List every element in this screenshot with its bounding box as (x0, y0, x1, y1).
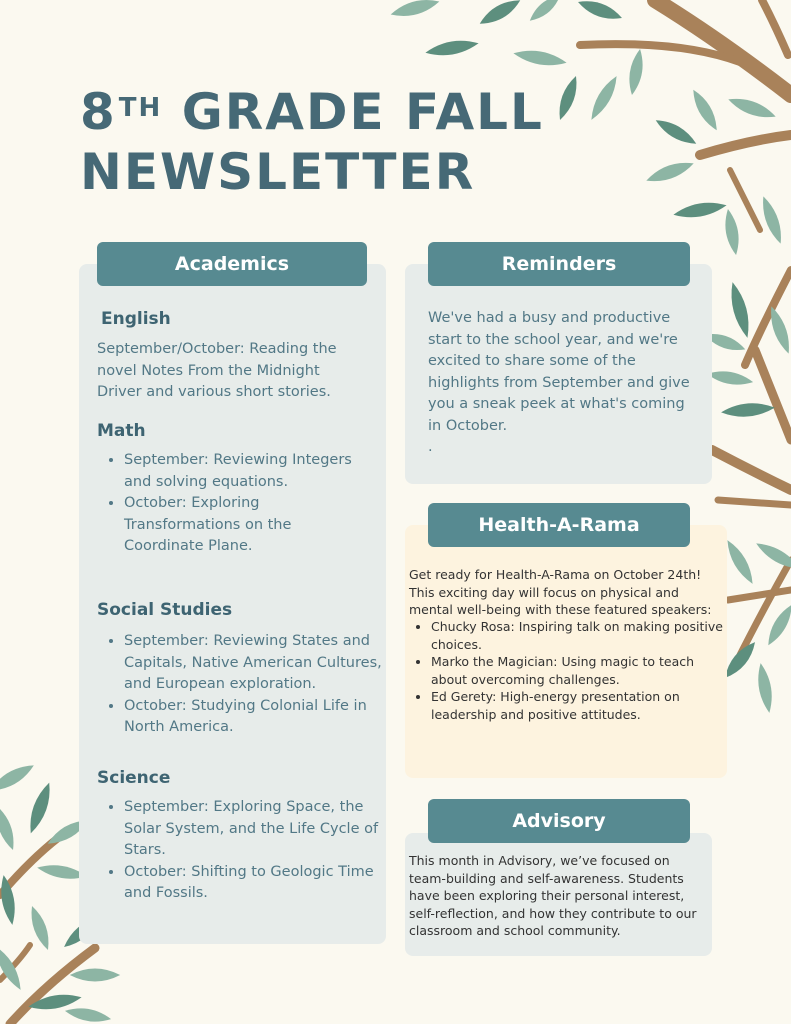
list-item: • September: Exploring Space, the Solar System, and the Life Cycle of Stars. (124, 797, 386, 862)
list-item: • Chucky Rosa: Inspiring talk on making positive choices. (431, 618, 723, 653)
health-intro: Get ready for Health-A-Rama on October 24th! This exciting day will focus on physical and mental well-being with these featured speakers: (409, 567, 712, 617)
math-title: Math (97, 421, 146, 441)
health-speaker-list (409, 618, 723, 723)
science-list (99, 797, 386, 905)
list-item: • October: Exploring Transformations on the Coordinate Plane. (124, 493, 356, 558)
list-item: • October: Shifting to Geologic Time and Fossils. (124, 862, 386, 905)
advisory-heading: Advisory (428, 799, 690, 843)
title-grade-number: 8 (80, 83, 117, 141)
title-grade-suffix: TH (118, 93, 163, 123)
list-item: • Ed Gerety: High-energy presentation on leadership and positive attitudes. (431, 688, 723, 723)
list-item: • Marko the Magician: Using magic to teach about overcoming challenges. (431, 653, 723, 688)
title-line2: NEWSLETTER (80, 143, 476, 201)
social-studies-list (99, 631, 384, 739)
list-item: • October: Studying Colonial Life in North America. (124, 696, 384, 739)
health-heading: Health-A-Rama (428, 503, 690, 547)
reminders-heading: Reminders (428, 242, 690, 286)
reminders-trailing: . (428, 439, 433, 455)
academics-heading: Academics (97, 242, 367, 286)
english-title: English (101, 309, 171, 329)
list-item: • September: Reviewing Integers and solving equations. (124, 450, 356, 493)
newsletter-title (80, 82, 544, 202)
advisory-text: This month in Advisory, we’ve focused on team-building and self-awareness. Students have been exploring their personal interest, self-reflection, and how they contribute to our classroom and school community. (409, 853, 697, 938)
list-item: • September: Reviewing States and Capitals, Native American Cultures, and European exploration. (124, 631, 384, 696)
english-text: September/October: Reading the novel Notes From the Midnight Driver and various short stories. (97, 341, 337, 400)
math-list (99, 450, 356, 558)
reminders-text: We've had a busy and productive start to the school year, and we're excited to share some of the highlights from September and give you a sneak peek at what's coming in October. (428, 310, 690, 434)
social-studies-title: Social Studies (97, 600, 233, 620)
title-line1-rest: GRADE FALL (181, 83, 544, 141)
science-title: Science (97, 768, 171, 788)
